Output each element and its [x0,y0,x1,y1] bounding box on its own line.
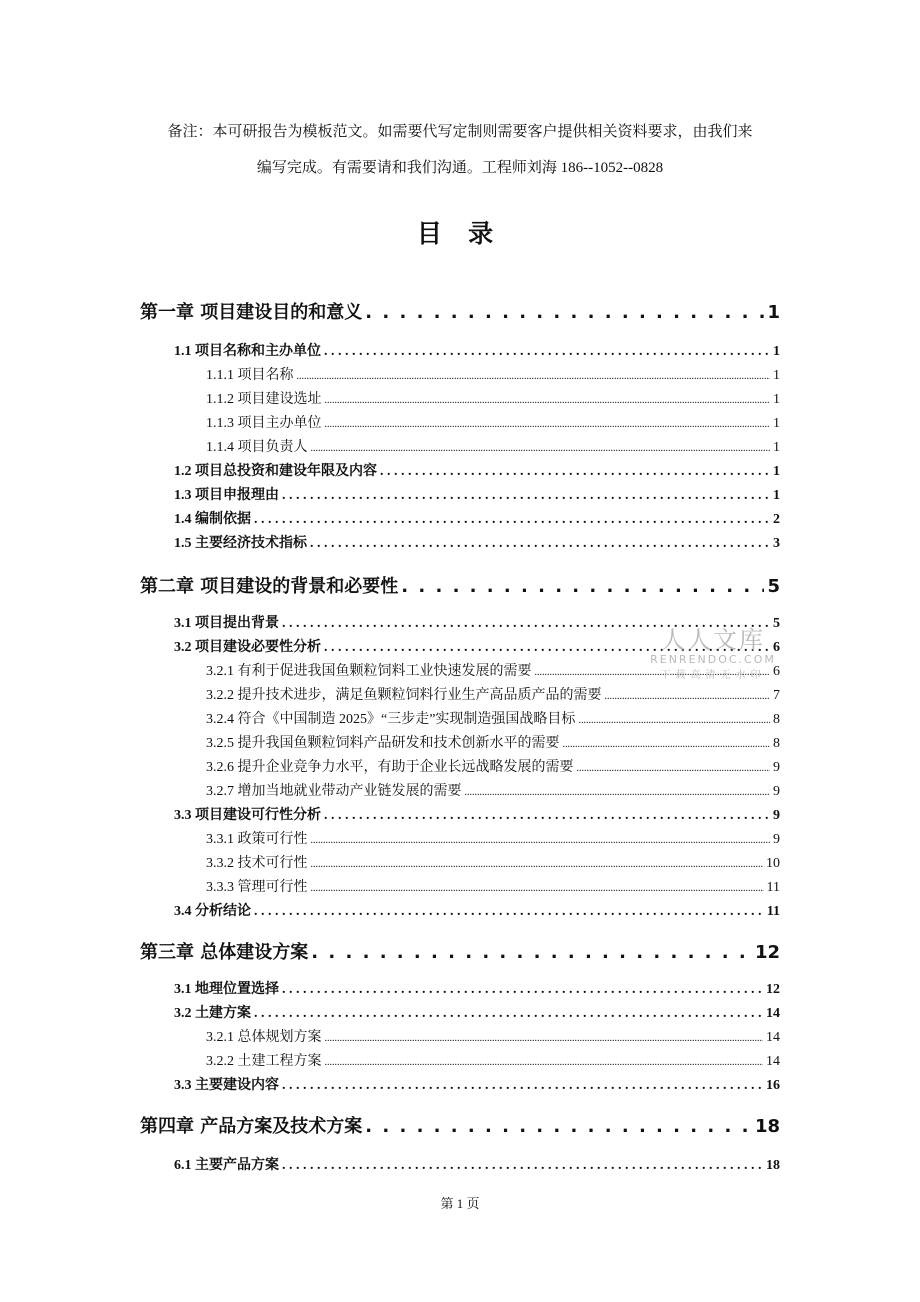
toc-section-entry[interactable] [174,900,780,920]
toc-entry-text: 1.3 项目申报理由 [174,488,279,503]
toc-leader-dots [325,416,771,432]
toc-leader-dots [311,832,771,848]
toc-page-number: 5 [767,576,780,597]
toc-leader-dots [310,536,770,552]
toc-page-number: 12 [766,982,780,997]
toc-page-number: 11 [766,880,780,895]
toc-entry-text: 1.4 编制依据 [174,512,251,527]
toc-entry-text: 3.3.1 政策可行性 [206,832,308,847]
toc-section-entry[interactable] [174,460,780,480]
toc-page-number: 14 [766,1006,780,1021]
toc-title: 目 录 [416,221,504,248]
watermark-title: 人人文库 [661,626,765,654]
toc-leader-dots [365,1116,752,1137]
toc-subsection-entry[interactable] [206,732,780,752]
toc-page-number: 14 [766,1054,780,1069]
toc-entry-text: 3.2.7 增加当地就业带动产业链发展的需要 [206,784,462,799]
toc-subsection-entry[interactable] [206,852,780,872]
toc-page-number: 1 [773,488,780,503]
toc-page-number: 11 [766,904,780,919]
toc-subsection-entry[interactable] [206,876,780,896]
toc-leader-dots [577,760,771,776]
toc-leader-dots [325,1030,764,1046]
toc-leader-dots [324,344,770,360]
toc-page-number: 14 [766,1030,780,1045]
toc-page-number: 16 [766,1078,780,1093]
toc-entry-text: 3.2 项目建设必要性分析 [174,640,321,655]
toc-section-entry[interactable] [174,1154,780,1174]
toc-entry-text: 3.2.5 提升我国鱼颗粒饲料产品研发和技术创新水平的需要 [206,736,560,751]
toc-page-number: 1 [773,392,780,407]
toc-leader-dots [311,440,771,456]
toc-page-number: 12 [754,942,780,963]
toc-leader-dots [282,1078,763,1094]
toc-subsection-entry[interactable] [206,1026,780,1046]
toc-leader-dots [311,880,764,896]
toc-entry-text: 3.3 主要建设内容 [174,1078,279,1093]
toc-entry-text: 1.5 主要经济技术指标 [174,536,307,551]
toc-leader-dots [465,784,771,800]
toc-leader-dots [282,982,763,998]
toc-section-entry[interactable] [174,484,780,504]
toc-entry-text: 1.1 项目名称和主办单位 [174,344,321,359]
watermark-url: RENRENDOC.COM [650,653,776,666]
toc-subsection-entry[interactable] [206,1050,780,1070]
toc-leader-dots [311,942,752,963]
toc-entry-text: 第四章 产品方案及技术方案 [140,1116,363,1137]
toc-entry-text: 1.2 项目总投资和建设年限及内容 [174,464,377,479]
toc-page-number: 8 [773,712,780,727]
toc-page-number: 6 [773,640,780,655]
toc-subsection-entry[interactable] [206,436,780,456]
toc-entry-text: 3.2.2 提升技术进步，满足鱼颗粒饲料行业生产高品质产品的需要 [206,688,602,703]
toc-entry-text: 3.3.2 技术可行性 [206,856,308,871]
toc-subsection-entry[interactable] [206,684,780,704]
toc-entry-text: 第二章 项目建设的背景和必要性 [140,576,399,597]
toc-entry-text: 3.2.1 有利于促进我国鱼颗粒饲料工业快速发展的需要 [206,664,532,679]
toc-leader-dots [380,464,770,480]
toc-subsection-entry[interactable] [206,780,780,800]
toc-entry-text: 6.1 主要产品方案 [174,1158,279,1173]
toc-entry-text: 3.1 地理位置选择 [174,982,279,997]
toc-section-entry[interactable] [174,1002,780,1022]
toc-entry-text: 3.2.6 提升企业竞争力水平，有助于企业长远战略发展的需要 [206,760,574,775]
toc-entry-text: 3.2.1 总体规划方案 [206,1030,322,1045]
template-note-line-2: 编写完成。有需要请和我们沟通。工程师刘海 186--1052--0828 [256,160,664,176]
toc-entry-text: 1.1.2 项目建设选址 [206,392,322,407]
toc-subsection-entry[interactable] [206,364,780,384]
toc-section-entry[interactable] [174,532,780,552]
toc-section-entry[interactable] [174,340,780,360]
toc-leader-dots [282,488,770,504]
watermark-tagline: 下载高清无水印 [660,670,766,681]
toc-subsection-entry[interactable] [206,708,780,728]
toc-page-number: 3 [773,536,780,551]
toc-entry-text: 3.1 项目提出背景 [174,616,279,631]
toc-subsection-entry[interactable] [206,412,780,432]
toc-entry-text: 第三章 总体建设方案 [140,942,309,963]
toc-entry-text: 3.2.2 土建工程方案 [206,1054,322,1069]
toc-section-entry[interactable] [174,978,780,998]
toc-entry-text: 3.2.4 符合《中国制造 2025》“三步走”实现制造强国战略目标 [206,712,576,727]
template-note-line-1: 备注：本可研报告为模板范文。如需要代写定制则需要客户提供相关资料要求，由我们来 [167,124,753,140]
toc-leader-dots [365,302,764,323]
toc-page-number: 6 [773,664,780,679]
toc-page-number: 1 [773,416,780,431]
toc-page-number: 18 [766,1158,780,1173]
toc-chapter-entry[interactable] [140,1112,780,1138]
toc-page-number: 1 [773,344,780,359]
toc-page-number: 1 [773,368,780,383]
page-footer: 第 1 页 [440,1196,480,1211]
toc-page-number: 7 [773,688,780,703]
toc-entry-text: 3.3.3 管理可行性 [206,880,308,895]
toc-page-number: 1 [773,464,780,479]
toc-entry-text: 3.2 土建方案 [174,1006,251,1021]
toc-entry-text: 1.1.4 项目负责人 [206,440,308,455]
toc-entry-text: 3.4 分析结论 [174,904,251,919]
toc-page-number: 18 [754,1116,780,1137]
toc-page-number: 8 [773,736,780,751]
toc-leader-dots [401,576,764,597]
toc-section-entry[interactable] [174,804,780,824]
watermark [648,620,778,681]
toc-chapter-entry[interactable] [140,298,780,324]
toc-leader-dots [254,512,770,528]
toc-chapter-entry[interactable] [140,938,780,964]
toc-subsection-entry[interactable] [206,388,780,408]
toc-leader-dots [297,368,771,384]
toc-page-number: 10 [766,856,780,871]
toc-leader-dots [254,904,764,920]
toc-section-entry[interactable] [174,508,780,528]
toc-leader-dots [254,1006,763,1022]
toc-leader-dots [563,736,771,752]
toc-page-number: 9 [773,832,780,847]
toc-leader-dots [605,688,771,704]
toc-leader-dots [578,712,770,728]
toc-entry-text: 1.1.3 项目主办单位 [206,416,322,431]
toc-subsection-entry[interactable] [206,756,780,776]
toc-subsection-entry[interactable] [206,828,780,848]
toc-section-entry[interactable] [174,1074,780,1094]
toc-leader-dots [324,808,770,824]
toc-page-number: 9 [773,760,780,775]
toc-leader-dots [282,1158,763,1174]
toc-page-number: 9 [773,784,780,799]
toc-chapter-entry[interactable] [140,572,780,598]
toc-entry-text: 1.1.1 项目名称 [206,368,294,383]
toc-entry-text: 3.3 项目建设可行性分析 [174,808,321,823]
toc-page-number: 5 [773,616,780,631]
toc-leader-dots [325,392,771,408]
toc-leader-dots [325,1054,764,1070]
toc-page-number: 2 [773,512,780,527]
toc-page-number: 9 [773,808,780,823]
toc-leader-dots [311,856,764,872]
toc-page-number: 1 [767,302,780,323]
toc-page-number: 1 [773,440,780,455]
toc-entry-text: 第一章 项目建设目的和意义 [140,302,363,323]
